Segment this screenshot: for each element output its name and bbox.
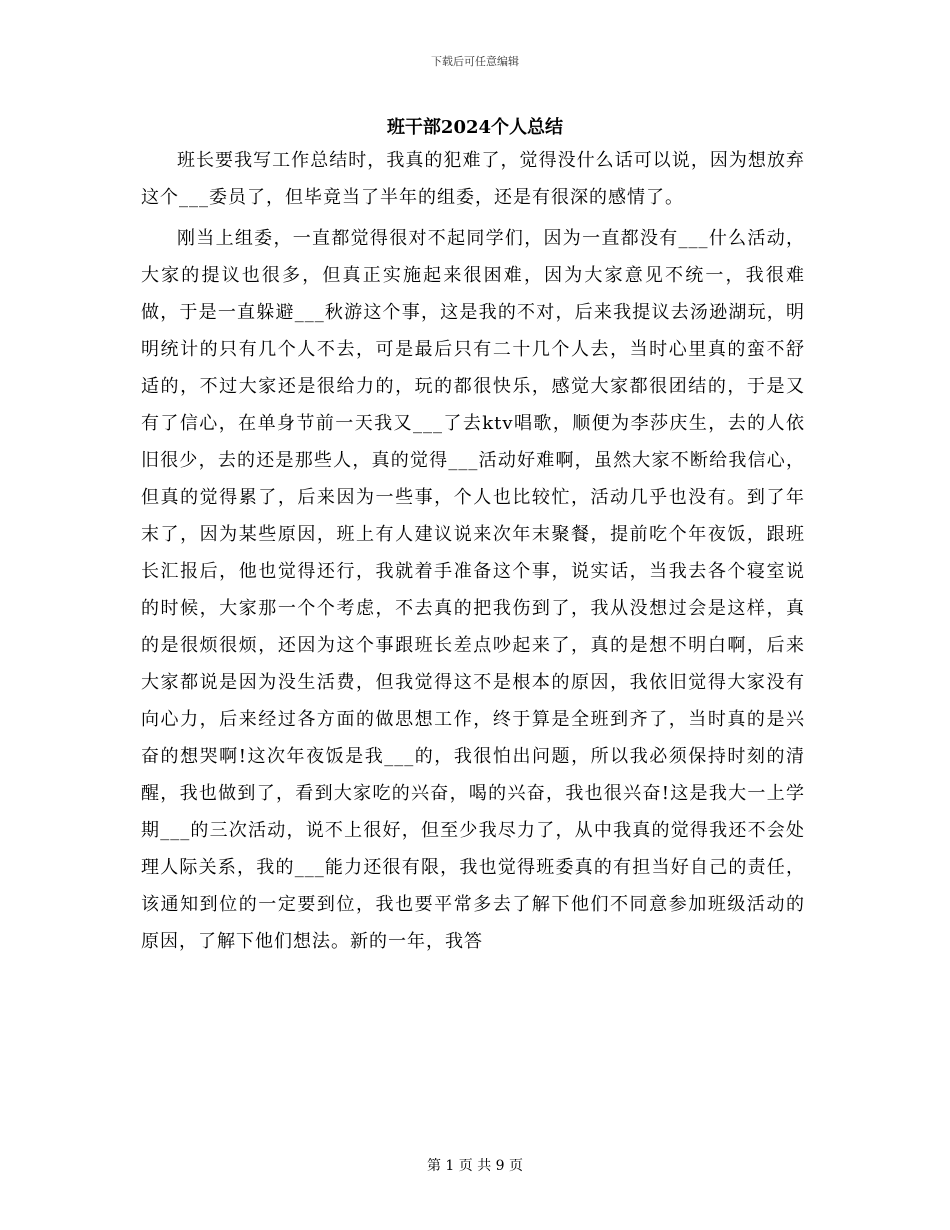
paragraph-1: 班长要我写工作总结时，我真的犯难了，觉得没什么话可以说，因为想放弃这个___委员了，但毕竟当了半年的组委，还是有很深的感情了。 — [141, 150, 805, 208]
document-body — [141, 142, 805, 964]
document-title: 班干部2024个人总结 — [386, 117, 564, 138]
paragraph-2: 刚当上组委，一直都觉得很对不起同学们，因为一直都没有___什么活动，大家的提议也很多，但真正实施起来很困难，因为大家意见不统一，我很难做，于是一直躲避___秋游这个事，这是我的不对，后来我提议去汤逊湖玩，明明统计的只有几个人不去，可是最后只有二十几个人去，当时心里真的蛮不舒适的，不过大家还是很给力的，玩的都很快乐，感觉大家都很团结的，于是又有了信心，在单身节前一天我又___了去ktv唱歌，顺便为李莎庆生，去的人依旧很少，去的还是那些人，真的觉得___活动好难啊，虽然大家不断给我信心，但真的觉得累了，后来因为一些事，个人也比较忙，活动几乎也没有。到了年末了，因为某些原因，班上有人建议说来次年末聚餐，提前吃个年夜饭，跟班长汇报后，他也觉得还行，我就着手准备这个事，说实话，当我去各个寝室说的时候，大家那一个个考虑，不去真的把我伤到了，我从没想过会是这样，真的是很烦很烦，还因为这个事跟班长差点吵起来了，真的是想不明白啊，后来大家都说是因为没生活费，但我觉得这不是根本的原因，我依旧觉得大家没有向心力，后来经过各方面的做思想工作，终于算是全班到齐了，当时真的是兴奋的想哭啊!这次年夜饭是我___的，我很怕出问题，所以我必须保持时刻的清醒，我也做到了，看到大家吃的兴奋，喝的兴奋，我也很兴奋!这是我大一上学期___的三次活动，说不上很好，但至少我尽力了，从中我真的觉得我还不会处理人际关系，我的___能力还很有限，我也觉得班委真的有担当好自己的责任，该通知到位的一定要到位，我也要平常多去了解下他们不同意参加班级活动的原因，了解下他们想法。新的一年，我答 — [141, 228, 805, 952]
page-header-note: 下载后可任意编辑 — [431, 55, 519, 68]
page-number: 第 1 页 共 9 页 — [426, 1158, 524, 1174]
